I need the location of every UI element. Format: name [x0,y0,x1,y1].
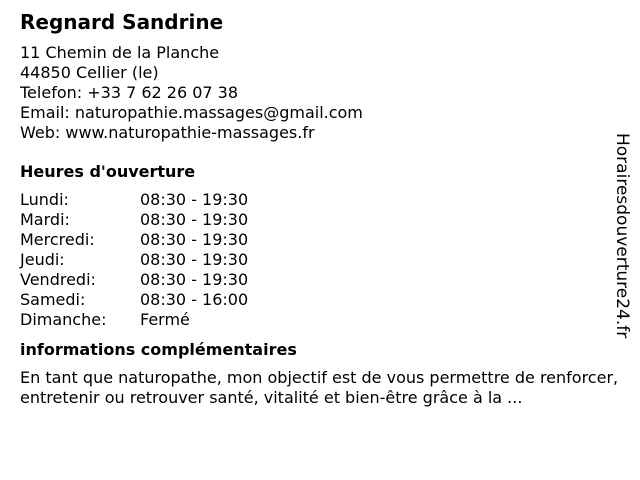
phone-line: Telefon: +33 7 62 26 07 38 [20,83,239,102]
hours-row [20,270,620,290]
hours-time: 08:30 - 19:30 [140,210,249,229]
business-card [20,10,620,408]
contact-block [20,43,620,143]
info-title: informations complémentaires [20,340,297,359]
hours-day: Dimanche: [20,310,107,329]
address-line-2: 44850 Cellier (le) [20,63,159,82]
email-line: Email: naturopathie.massages@gmail.com [20,103,363,122]
hours-time: 08:30 - 19:30 [140,270,249,289]
hours-row [20,290,620,310]
hours-title: Heures d'ouverture [20,162,196,181]
hours-day: Jeudi: [20,250,65,269]
hours-time: Fermé [140,310,190,329]
hours-day: Vendredi: [20,270,96,289]
hours-row [20,190,620,210]
hours-row [20,250,620,270]
hours-day: Mercredi: [20,230,95,249]
hours-row [20,310,620,330]
hours-time: 08:30 - 19:30 [140,250,249,269]
hours-table [20,190,620,330]
web-line: Web: www.naturopathie-massages.fr [20,123,315,142]
hours-row [20,230,620,250]
hours-time: 08:30 - 16:00 [140,290,249,309]
hours-time: 08:30 - 19:30 [140,230,249,249]
info-description: En tant que naturopathe, mon objectif est de vous permettre de renforcer, entretenir ou retrouver santé, vitalité et bien-être grâce à la ... [20,368,619,407]
address-line-1: 11 Chemin de la Planche [20,43,220,62]
site-watermark: Horairesdouverture24.fr [612,133,632,339]
hours-day: Mardi: [20,210,70,229]
hours-time: 08:30 - 19:30 [140,190,249,209]
hours-day: Samedi: [20,290,86,309]
hours-day: Lundi: [20,190,69,209]
hours-row [20,210,620,230]
business-name: Regnard Sandrine [20,10,224,34]
